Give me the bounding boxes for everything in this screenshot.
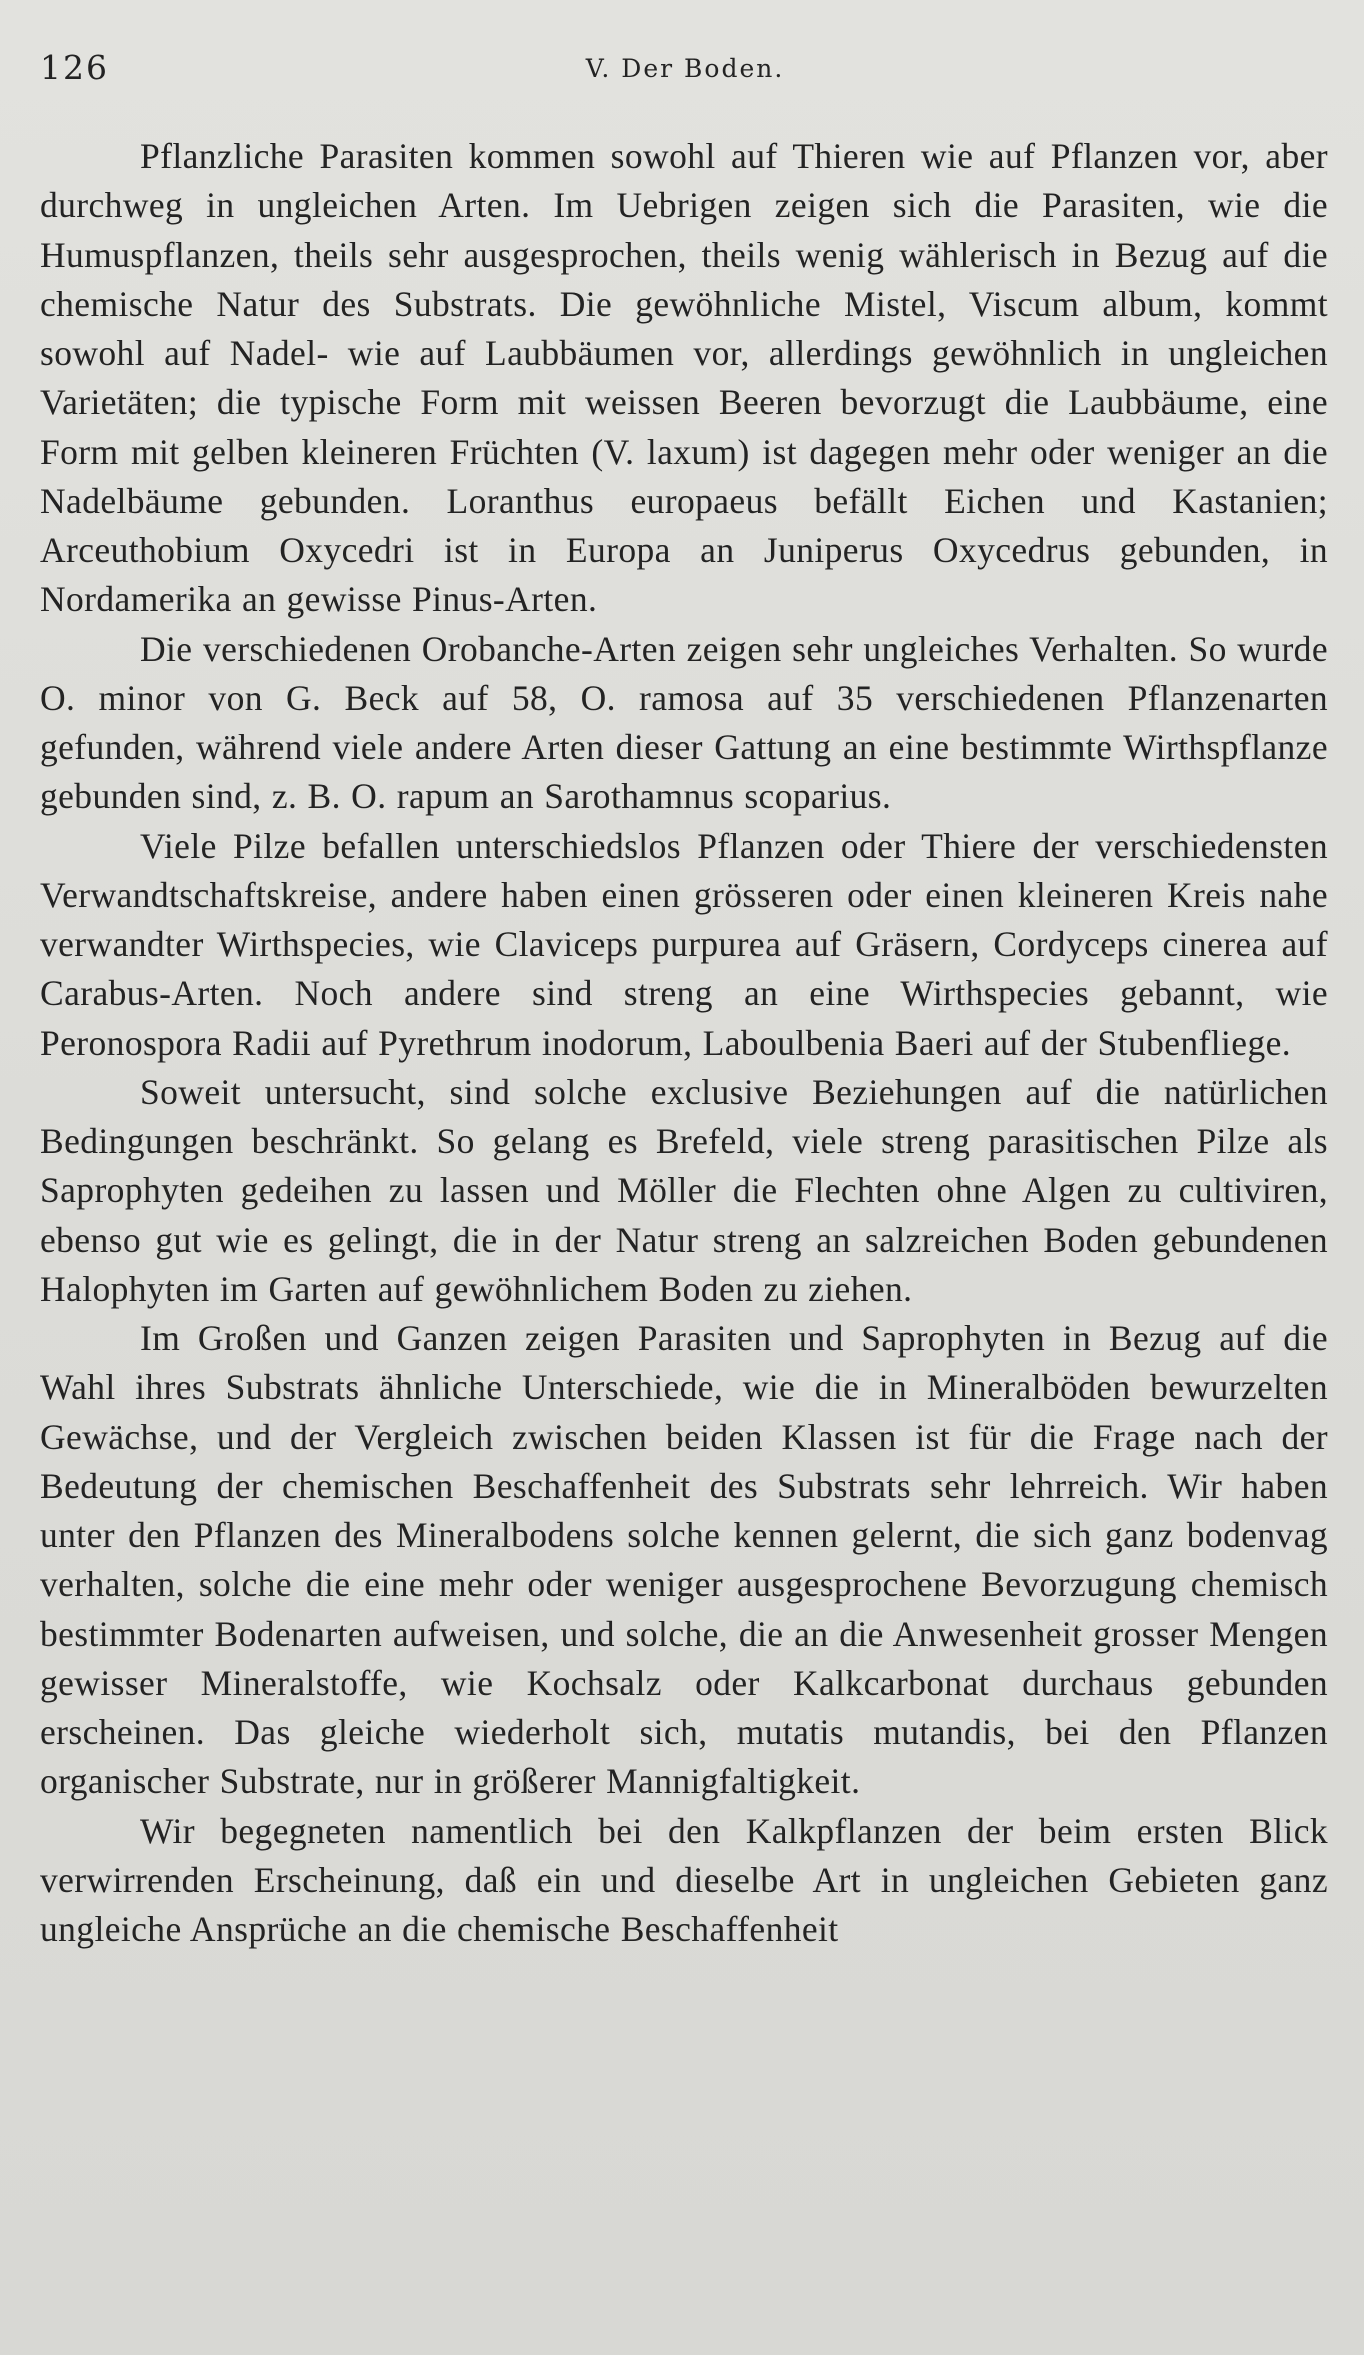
running-title: V. Der Boden. [585,54,785,83]
paragraph-parasiten-saprophyten: Im Großen und Ganzen zeigen Parasiten und Saprophyten in Bezug auf die Wahl ihres Substrats ähnliche Unterschiede, wie die in Mineralböden bewurzelten Gewächse, und der Vergleich zwischen beiden Klassen ist für die Frage nach der Bedeutung der chemischen Beschaffenheit des Substrats sehr lehrreich. Wir haben unter den Pflanzen des Mineralbodens solche kennen gelernt, die sich ganz bodenvag verhalten, solche die eine mehr oder weniger ausgesprochene Bevorzugung chemisch bestimmter Bodenarten aufweisen, und solche, die an die Anwesenheit grosser Mengen gewisser Mineralstoffe, wie Kochsalz oder Kalkcarbonat durchaus gebunden erscheinen. Das gleiche wiederholt sich, mutatis mutandis, bei den Pflanzen organischer Substrate, nur in größerer Mannigfaltigkeit. [40,1318,1328,1802]
paragraph-parasites: Pflanzliche Parasiten kommen sowohl auf Thieren wie auf Pflanzen vor, aber durchweg in ungleichen Arten. Im Uebrigen zeigen sich die Parasiten, wie die Humuspflanzen, theils sehr ausgesprochen, theils wenig wählerisch in Bezug auf die chemische Natur des Substrats. Die gewöhnliche Mistel, Viscum album, kommt sowohl auf Nadel- wie auf Laubbäumen vor, allerdings gewöhnlich in ungleichen Varietäten; die typische Form mit weissen Beeren bevorzugt die Laubbäume, eine Form mit gelben kleineren Früchten (V. laxum) ist dagegen mehr oder weniger an die Nadelbäume gebunden. Loranthus europaeus befällt Eichen und Kastanien; Arceuthobium Oxycedri ist in Europa an Juniperus Oxycedrus gebunden, in Nordamerika an gewisse Pinus-Arten. [40,136,1328,620]
paragraph-pilze: Viele Pilze befallen unterschiedslos Pflanzen oder Thiere der verschiedensten Verwandtschaftskreise, andere haben einen grösseren oder einen kleineren Kreis nahe verwandter Wirthspecies, wie Claviceps purpurea auf Gräsern, Cordyceps cinerea auf Carabus-Arten. Noch andere sind streng an eine Wirthspecies gebannt, wie Peronospora Radii auf Pyrethrum inodorum, Laboulbenia Baeri auf der Stubenfliege. [40,825,1328,1063]
page-number: 126 [40,48,109,87]
running-head [40,48,1330,100]
body-text [40,132,1328,1954]
paragraph-exclusive-beziehungen: Soweit untersucht, sind solche exclusive Beziehungen auf die natürlichen Bedingungen beschränkt. So gelang es Brefeld, viele streng parasitischen Pilze als Saprophyten gedeihen zu lassen und Möller die Flechten ohne Algen zu cultiviren, ebenso gut wie es gelingt, die in der Natur streng an salzreichen Boden gebundenen Halophyten im Garten auf gewöhnlichem Boden zu ziehen. [40,1071,1328,1309]
paragraph-orobanche: Die verschiedenen Orobanche-Arten zeigen sehr ungleiches Verhalten. So wurde O. minor von G. Beck auf 58, O. ramosa auf 35 verschiedenen Pflanzenarten gefunden, während viele andere Arten dieser Gattung an eine bestimmte Wirthspflanze gebunden sind, z. B. O. rapum an Sarothamnus scoparius. [40,628,1328,817]
paragraph-kalkpflanzen: Wir begegneten namentlich bei den Kalkpflanzen der beim ersten Blick verwirrenden Erscheinung, daß ein und dieselbe Art in ungleichen Gebieten ganz ungleiche Ansprüche an die chemische Beschaffenheit [40,1810,1328,1949]
